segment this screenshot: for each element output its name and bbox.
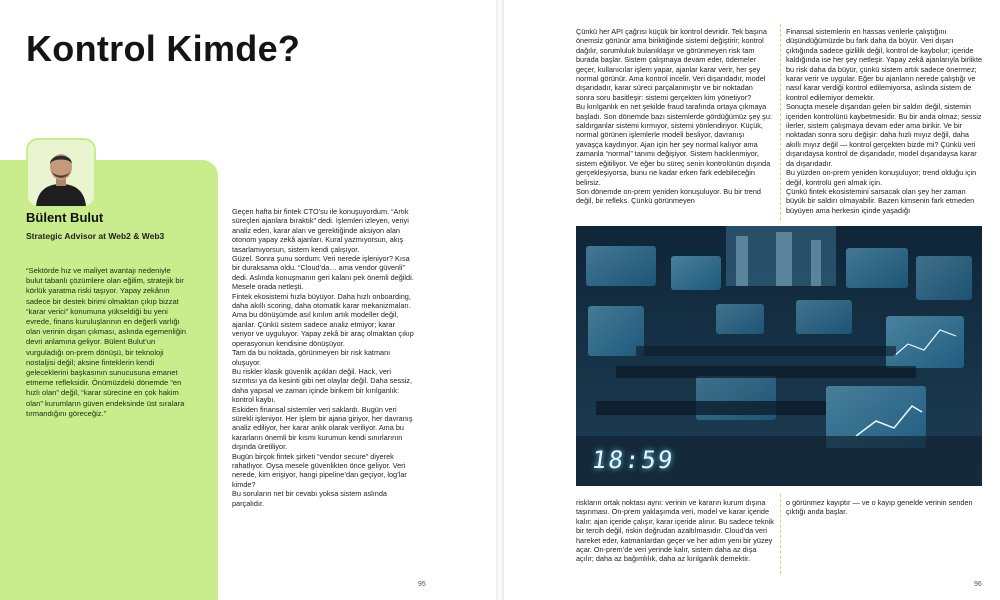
article-column-4 — [576, 498, 774, 564]
image-clock-readout: 18:59 — [590, 446, 677, 474]
article-column-2 — [576, 27, 772, 206]
page-number: 96 — [974, 581, 982, 588]
spine-gutter — [496, 0, 504, 600]
paragraph: Bugün birçok fintek şirketi “vendor secure” diyerek rahatlıyor. Oysa mesele güvenlikten önce geliyor. Veri nerede, kim erişiyor, hangi pipeline’dan geçiyor, log’lar kimde? — [232, 451, 407, 489]
paragraph: o görünmez kayıptır — ve o kayıp genelde verinin senden çıktığı anda başlar. — [786, 498, 973, 517]
paragraph: Bu kırılganlık en net şekilde fraud tarafında ortaya çıkmaya başladı. Son dönemde bazı sistemlerde gördüğümüz şey şu: saldırganlar sistemi kırmıyor, sistemi yönlendiriyor. Küçük, normal görünen işlemlerle modeli besliyor, davranışı yavaşça kaydırıyor. Ajan için her şey normal kalıyor ama zamanla “normal” tanımı değişiyor. Sistem hacklenmiyor, sistem eğitiliyor. Ve eğer bu süreç senin kontrolünün dışında gerçekleşiyorsa, bunu ne kadar erken fark edebileceğin belirsiz. — [576, 102, 772, 187]
paragraph: Bu riskler klasik güvenlik açıkları değil. Hack, veri sızıntısı ya da kesinti gibi net olaylar değil. Daha sessiz, daha yapısal ve zaman içinde birikem bir kırılganlık: kontrol kaybı. — [232, 366, 413, 405]
fintech-operations-image — [576, 226, 982, 486]
left-page — [0, 0, 496, 600]
paragraph: Bu soruların net bir cevabı yoksa sistem aslında parçalıdır. — [232, 489, 387, 508]
page-title: Kontrol Kimde? — [26, 28, 301, 69]
paragraph: Finansal sistemlerin en hassas verilerle çalıştığını düşündüğümüzde bu fark daha da büyür. Veri dışarı çıktığında sadece gizlilik değil, kontrol de kaybolur; içeride kaldığında ise her şey netleşir. Yapay zekâ ajanlarıyla birlikte bu risk daha da büyür, çünkü sistem artık sadece önermez; karar verir ve uygular. Eğer bu ajanların nerede çalıştığı ve nasıl karar verdiği kontrol edilemiyorsa, aslında sistem de kontrol edilemiyor demektir. — [786, 27, 983, 102]
pull-quote: “Sektörde hız ve maliyet avantajı nedeniyle bulut tabanlı çözümlere olan eğilim, stratejik bir körlük yaratma riski taşıyor. Yapay zekânın sadece bir destek birimi olmaktan çıkıp bizzat “karar verici” konumuna yükseldiği bu yeni evrede, finans kuruluşlarının en değerli varlığı olan verinin dışarı çıkması, aslında egemenliğin devri anlamına geliyor. Bülent Bulut’un vurguladığı on-prem dönüşü, bir teknoloji nostaljisi değil; aksine finteklerin kendi geleceklerini başkasının sunucusuna emanet etmeme refleksidir. Önümüzdeki dönemde “en hızlı olan” değil, “karar sürecine en çok hakim olan” kurumların güven endeksinde üst sıralara tırmandığını göreceğiz.” — [26, 266, 186, 418]
paragraph: Tam da bu noktada, görünmeyen bir risk katmanı oluşuyor. — [232, 348, 391, 367]
paragraph: Bu yüzden on-prem yeniden konuşuluyor; trend olduğu için değil, kontrolü geri almak için. — [786, 168, 977, 187]
paragraph: Eskiden finansal sistemler veri saklardı. Bugün veri sürekli işleniyor. Her işlem bir ajana giriyor, her davranış analiz ediliyor, her karar anlık olarak veriliyor. Ama bu kararların önemli bir kısmı kurumun kendi sınırlarının dışında üretiliyor. — [232, 404, 413, 452]
avatar — [26, 138, 96, 208]
column-rule — [780, 494, 781, 574]
paragraph: Son dönemde on-prem yeniden konuşuluyor. Bu bir trend değil, bir refleks. Çünkü görünmeyen — [576, 186, 761, 206]
paragraph: Çünkü fintek ekosistemini sarsacak olan şey her zaman büyük bir saldırı olmayabilir. Bazen kimsenin fark etmeden büyüyen ama herkesin içinde yaşadığı — [786, 186, 975, 215]
paragraph: riskların ortak noktası aynı: verinin ve kararın kurum dışına taşınması. On-prem yaklaşımda veri, model ve karar içeride kalır; ajan içeride çalışır, karar içeride alınır. Bu sadece teknik bir tercih değil, riskin doğrudan azaltılmasıdır. Cloud’da veri hareket eder, katmanlardan geçer ve her adım yeni bir yüzey açar. On-prem’de veri yerinde kalır, sistem daha az dışa açılır; daha az bağımlılık, daha az kırılganlık demektir. — [576, 498, 774, 564]
right-page — [504, 0, 1000, 600]
paragraph: Geçen hafta bir fintek CTO’su ile konuşuyordum. “Artık süreçleri ajanlara bıraktık” dedi. İşlemleri izleyen, veriyi analiz eden, karar alan ve gerektiğinde aksiyon alan otonom yapay zekâ ajanları. Kural yazmıyorsun, akış tasarlamıyorsun, sistem kendi çalışıyor. — [232, 207, 409, 254]
paragraph: Güzel. Sonra şunu sordum: Veri nerede işleniyor? Kısa bir duraksama oldu. “Cloud’da… ama vendor güvenli” dedi. Aslında konuşmanın geri kalanı pek önemli değildi. Mesele orada netleşti. — [232, 254, 414, 292]
page-number: 95 — [418, 581, 426, 588]
article-column-5 — [786, 498, 984, 517]
article-column-3 — [786, 27, 984, 215]
paragraph: Çünkü her API çağrısı küçük bir kontrol devridir. Tek başına önemsiz görünür ama biriktiğinde sistemi değiştirir; kontrol dağılır, sorumluluk bulanıklaşır ve görünmeyen risk tam burada başlar. Sistem çalışmaya devam eder, ödemeler geçer, kullanıcılar işlem yapar, ajanlar karar verir, her şey normal görünür. Ama kontrol incelir. Veri dışarıdadır, model dışarıdadır, karar süreci parçalanmıştır ve bir noktadan sonra soru basitleşir: sistemi gerçekten kim yönetiyor? — [576, 27, 767, 102]
paragraph: Fintek ekosistemi hızla büyüyor. Daha hızlı onboarding, daha akıllı scoring, daha otomatik karar mekanizmaları. Ama bu dönüşümde asıl kırılım artık modeller değil, ajanlar. Çünkü sistem sadece analiz etmiyor; karar veriyor ve uyguluyor. Yapay zekâ bir araç olmaktan çıkıp operasyonun kendisine dönüşüyor. — [232, 291, 414, 348]
column-rule — [780, 24, 781, 220]
article-column-1 — [232, 207, 414, 508]
author-name: Bülent Bulut — [26, 210, 104, 225]
paragraph: Sonuçta mesele dışarıdan gelen bir saldırı değil, sistemin içeriden kontrolünü kaybetmesidir. Bu bir anda olmaz; sessiz ilerler, sistem çalışmaya devam eder ama birikir. Ve bir noktadan sonra soru değişir: daha hızlı mıyız değil, daha akıllı mıyız değil — kontrol gerçekten bizde mi? Çünkü veri dışarıdaysa kontrol de dışarıdadır, model dışarıdaysa karar da dışarıdadır. — [786, 102, 982, 168]
author-role: Strategic Advisor at Web2 & Web3 — [26, 231, 165, 241]
